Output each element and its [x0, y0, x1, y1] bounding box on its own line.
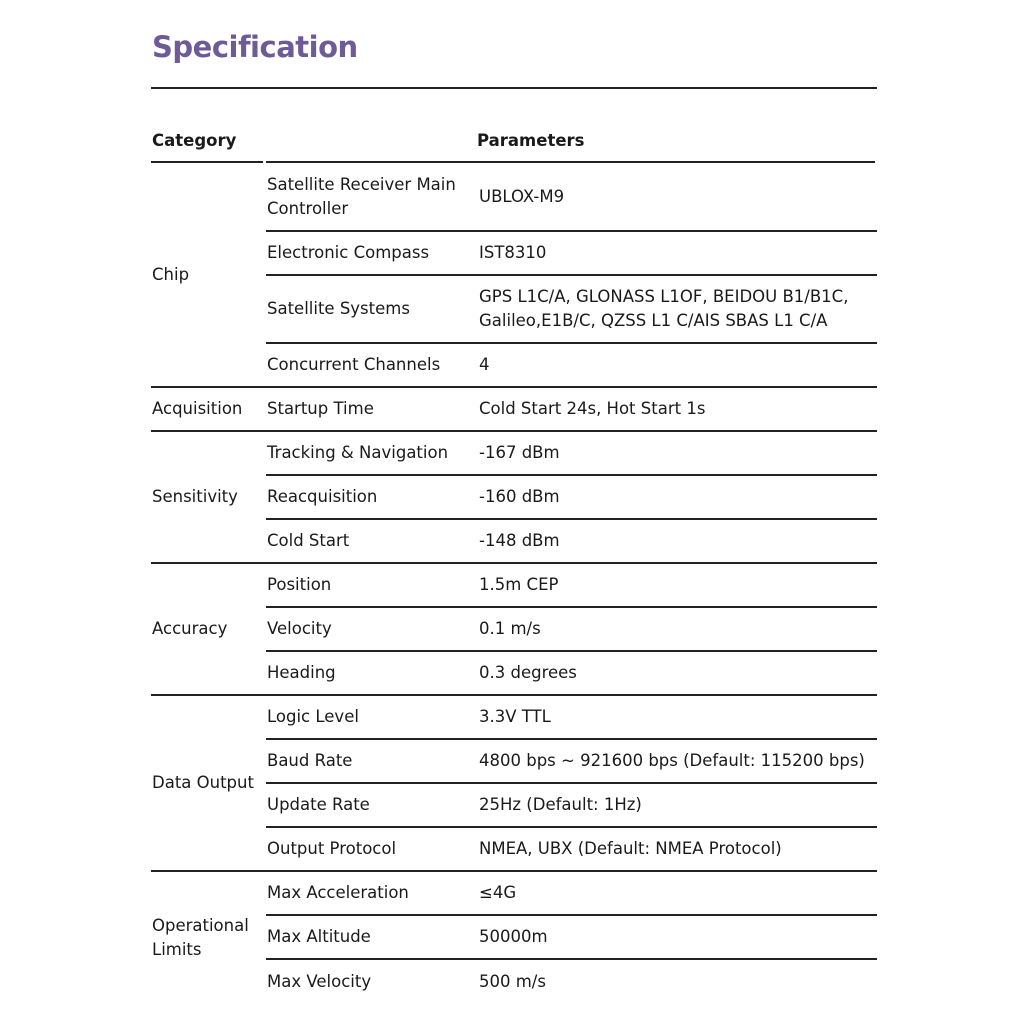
parameter-label: Satellite Systems [266, 275, 479, 343]
category-cell: Acquisition [151, 387, 266, 431]
parameter-value: 0.3 degrees [479, 651, 877, 695]
table-row [151, 431, 877, 475]
parameter-value: 25Hz (Default: 1Hz) [479, 783, 877, 827]
parameter-value: IST8310 [479, 231, 877, 275]
parameter-value: ≤4G [479, 871, 877, 915]
parameter-value: 0.1 m/s [479, 607, 877, 651]
parameter-label: Logic Level [266, 695, 479, 739]
parameter-value: UBLOX-M9 [479, 186, 565, 206]
parameter-value: -160 dBm [479, 475, 877, 519]
header-parameters: Parameters [477, 131, 585, 150]
parameter-value: 1.5m CEP [479, 563, 877, 607]
table-row [151, 387, 877, 431]
table-row [151, 563, 877, 607]
parameter-label: Max Velocity [266, 959, 479, 1003]
parameter-value: 500 m/s [479, 959, 877, 1003]
parameter-value: 4800 bps ~ 921600 bps (Default: 115200 bps) [479, 739, 877, 783]
title-divider [151, 87, 877, 89]
category-cell: Sensitivity [151, 431, 266, 563]
parameter-label: Velocity [266, 607, 479, 651]
parameter-label: Position [266, 563, 479, 607]
parameter-label: Reacquisition [266, 475, 479, 519]
parameter-value: -167 dBm [479, 431, 877, 475]
parameter-label: Max Altitude [266, 915, 479, 959]
parameter-label: Update Rate [266, 783, 479, 827]
parameter-label: Electronic Compass [266, 231, 479, 275]
category-cell: Operational Limits [151, 871, 266, 1003]
specification-table [151, 163, 877, 1003]
parameter-value: 3.3V TTL [479, 695, 877, 739]
table-row [151, 163, 877, 231]
parameter-label: Output Protocol [266, 827, 479, 871]
parameter-label: Tracking & Navigation [266, 431, 479, 475]
header-category: Category [152, 131, 237, 150]
parameter-value: Cold Start 24s, Hot Start 1s [479, 387, 877, 431]
parameter-value: GPS L1C/A, GLONASS L1OF, BEIDOU B1/B1C, Galileo,E1B/C, QZSS L1 C/AIS SBAS L1 C/A [479, 275, 877, 343]
parameter-value: NMEA, UBX (Default: NMEA Protocol) [479, 827, 877, 871]
parameter-label: Startup Time [266, 387, 479, 431]
parameter-label: Baud Rate [266, 739, 479, 783]
parameter-value: -148 dBm [479, 519, 877, 563]
category-cell: Data Output [151, 695, 266, 871]
parameter-value: 4 [479, 343, 877, 387]
parameter-label: Cold Start [266, 519, 479, 563]
table-row [151, 871, 877, 915]
parameter-label: Concurrent Channels [266, 343, 479, 387]
parameter-label: Satellite Receiver Main Controller [267, 174, 456, 218]
page-title: Specification [152, 30, 358, 64]
parameter-label: Heading [266, 651, 479, 695]
parameter-value: 50000m [479, 915, 877, 959]
category-cell: Chip [152, 264, 190, 284]
table-row [151, 695, 877, 739]
parameter-label: Max Acceleration [266, 871, 479, 915]
category-cell: Accuracy [151, 563, 266, 695]
